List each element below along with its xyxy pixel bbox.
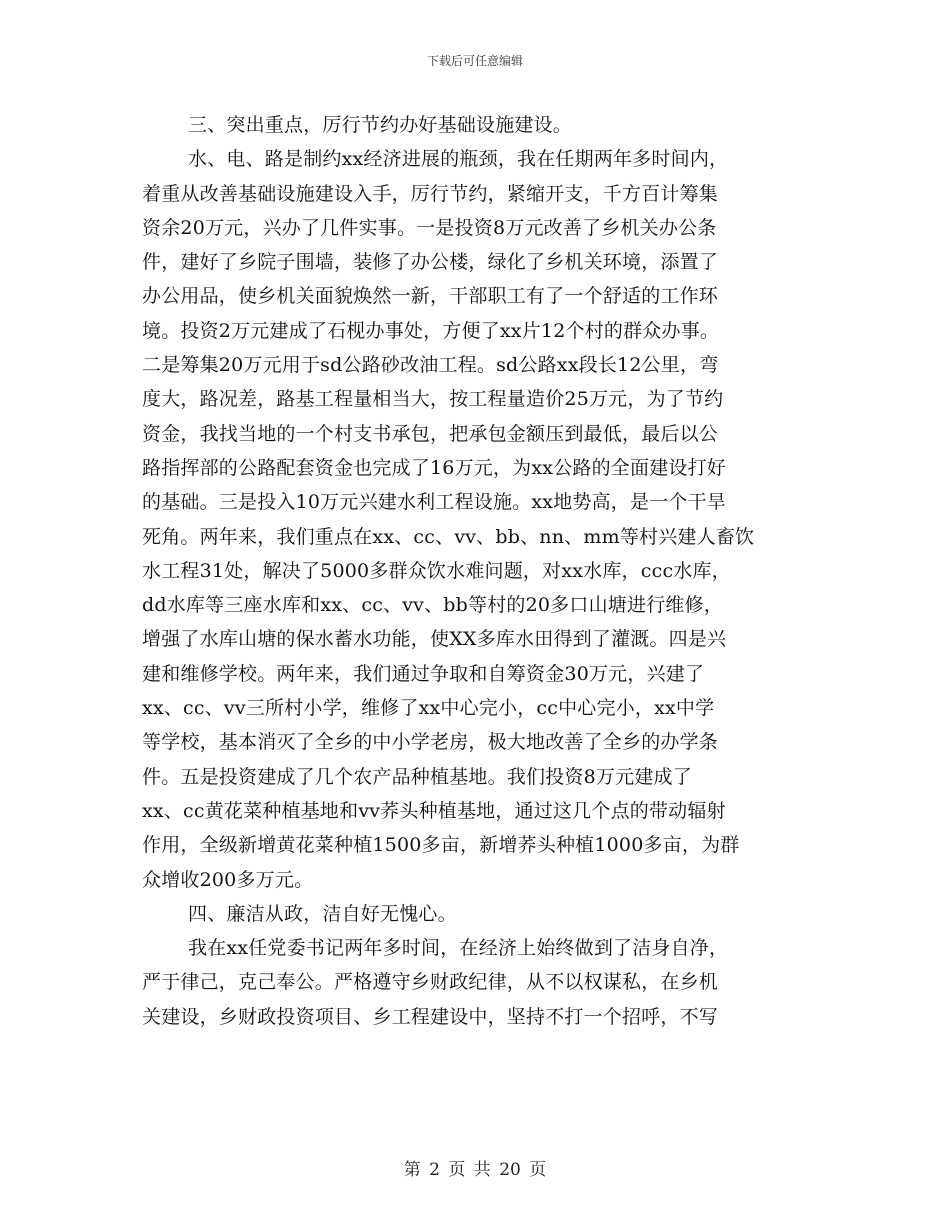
text-line: 增强了水库山塘的保水蓄水功能，使XX多库水田得到了灌溉。四是兴 <box>142 628 727 651</box>
text-line: 众增收200多万元。 <box>142 868 314 891</box>
text-line: 四、廉洁从政，洁自好无愧心。 <box>188 902 457 925</box>
text-line: 我在xx任党委书记两年多时间，在经济上始终做到了洁身自净， <box>188 937 729 960</box>
text-line: 资余20万元，兴办了几件实事。一是投资8万元改善了乡机关办公条 <box>142 216 717 239</box>
text-line: 二是筹集20万元用于sd公路砂改油工程。sd公路xx段长12公里，弯 <box>142 354 719 377</box>
text-line: 度大，路况差，路基工程量相当大，按工程量造价25万元，为了节约 <box>142 388 724 411</box>
text-line: 三、突出重点，厉行节约办好基础设施建设。 <box>188 114 573 136</box>
text-line: 件。五是投资建成了几个农产品种植基地。我们投资8万元建成了 <box>142 765 692 788</box>
text-line: 严于律己，克己奉公。严格遵守乡财政纪律，从不以权谋私，在乡机 <box>142 971 719 994</box>
text-line: 死角。两年来，我们重点在xx、cc、vv、bb、nn、mm等村兴建人畜饮 <box>142 525 755 548</box>
text-line: 境。投资2万元建成了石枧办事处，方便了xx片12个村的群众办事。 <box>142 319 720 342</box>
document-body <box>142 108 812 1034</box>
page-footer: 第 2 页 共 20 页 <box>403 1160 547 1180</box>
text-line: 关建设，乡财政投资项目、乡工程建设中，坚持不打一个招呼，不写 <box>142 1005 719 1028</box>
text-line: 水工程31处，解决了5000多群众饮水难问题，对xx水库，ccc水库， <box>142 559 731 582</box>
text-line: 等学校，基本消灭了全乡的中小学老房，极大地改善了全乡的办学条 <box>142 731 719 754</box>
text-line: dd水库等三座水库和xx、cc、vv、bb等村的20多口山塘进行维修， <box>142 594 724 617</box>
text-line: 着重从改善基础设施建设入手，厉行节约，紧缩开支，千方百计筹集 <box>142 182 719 205</box>
text-line: 资金，我找当地的一个村支书承包，把承包金额压到最低，最后以公 <box>142 422 719 445</box>
text-line: 的基础。三是投入10万元兴建水利工程设施。xx地势高，是一个干旱 <box>142 491 727 514</box>
text-line: 水、电、路是制约xx经济进展的瓶颈，我在任期两年多时间内， <box>188 148 729 171</box>
text-line: 作用，全级新增黄花菜种植1500多亩，新增荞头种植1000多亩，为群 <box>142 834 740 857</box>
text-line: 办公用品，使乡机关面貌焕然一新，干部职工有了一个舒适的工作环 <box>142 285 719 308</box>
page-header: 下载后可任意编辑 <box>426 54 523 68</box>
text-line: 建和维修学校。两年来，我们通过争取和自筹资金30万元，兴建了 <box>142 662 705 685</box>
text-line: xx、cc、vv三所村小学，维修了xx中心完小，cc中心完小，xx中学 <box>142 697 715 720</box>
text-line: 件，建好了乡院子围墙，装修了办公楼，绿化了乡机关环境，添置了 <box>142 251 719 274</box>
text-line: 路指挥部的公路配套资金也完成了16万元，为xx公路的全面建设打好 <box>142 456 727 479</box>
text-line: xx、cc黄花菜种植基地和vv荞头种植基地，通过这几个点的带动辐射 <box>142 799 726 822</box>
